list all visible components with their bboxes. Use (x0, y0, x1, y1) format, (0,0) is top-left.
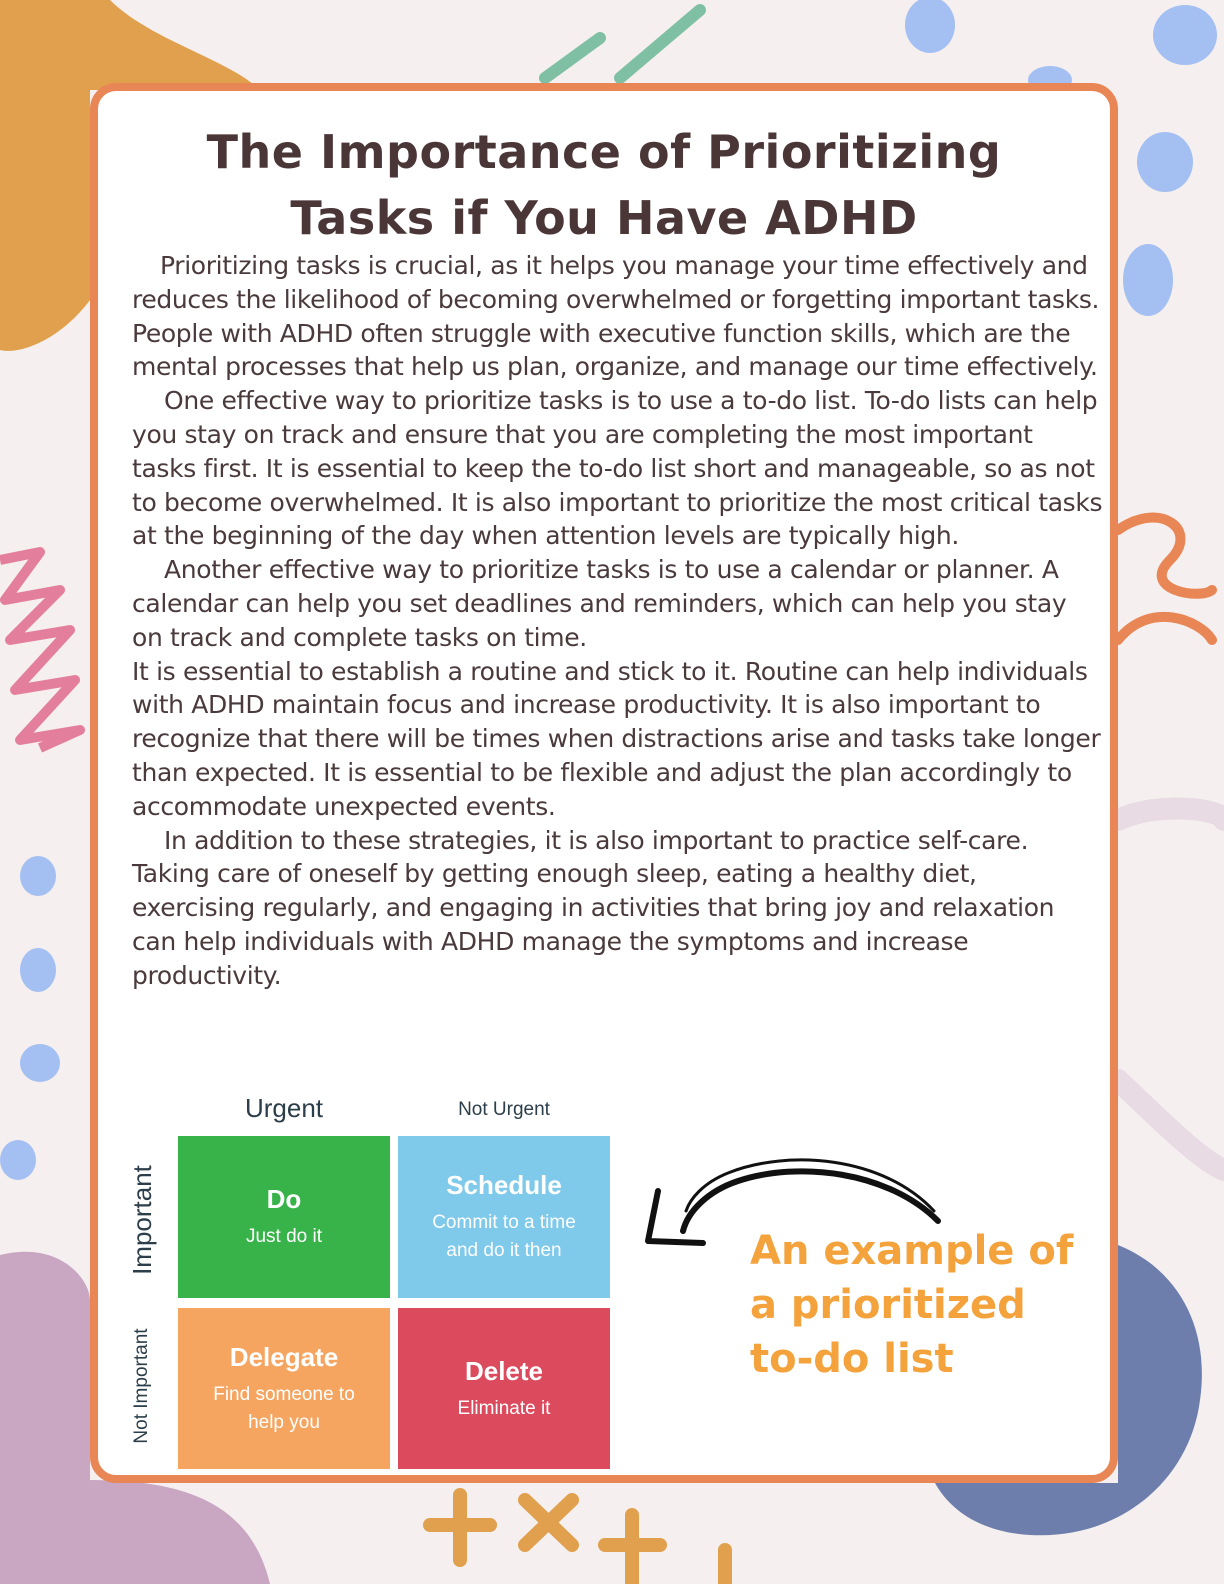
callout-line-2: a prioritized (750, 1282, 1026, 1328)
quadrant-do-subtitle: Just do it (245, 1226, 323, 1247)
row-header-not-important: Not Important (131, 1328, 152, 1444)
row-header-important: Important (127, 1165, 157, 1275)
column-header-not-urgent: Not Urgent (458, 1099, 550, 1120)
content-card (90, 83, 1118, 1483)
quadrant-delegate-title: Delegate (229, 1341, 339, 1372)
column-header-urgent: Urgent (244, 1093, 324, 1123)
example-callout (750, 1224, 1110, 1386)
title-line-1: The Importance of Prioritizing (206, 125, 1002, 179)
quadrant-delegate-subtitle-line-2: help you (248, 1411, 320, 1433)
paragraph-3: Another effective way to prioritize tasks is to use a calendar or planner. A calendar can help you set deadlines and reminders, which can help you stay on track and complete tasks on time. (132, 555, 1067, 652)
paragraph-2: One effective way to prioritize tasks is to use a to-do list. To-do lists can help you stay on track and ensure that you are completing the most important tasks first. It is essential to keep the to-do list short and manageable, so as not to become overwhelmed. It is also important to prioritize the most critical tasks at the beginning of the day when attention levels are typically high. (132, 386, 1103, 551)
quadrant-delete (398, 1308, 610, 1469)
paragraph-5: In addition to these strategies, it is also important to practice self-care. Taking care of oneself by getting enough sleep, eating a healthy diet, exercising regularly, and engaging in activities that bring joy and relaxation can help individuals with ADHD manage the symptoms and increase productivity. (132, 825, 1055, 990)
quadrant-delegate-subtitle (213, 1381, 355, 1437)
quadrant-schedule-subtitle-line-1: Commit to a time (432, 1212, 576, 1233)
quadrant-delete-title: Delete (464, 1355, 544, 1386)
article-body (132, 249, 1104, 993)
quadrant-schedule-title: Schedule (446, 1170, 562, 1200)
title-line-2: Tasks if You Have ADHD (290, 191, 918, 245)
quadrant-delete-subtitle: Eliminate it (457, 1397, 551, 1419)
quadrant-schedule-subtitle-line-2: and do it then (446, 1240, 562, 1261)
paragraph-1: Prioritizing tasks is crucial, as it helps you manage your time effectively and reduces the likelihood of becoming overwhelmed or forgetting important tasks. People with ADHD often struggle with executive function skills, which are the mental processes that help us plan, organize, and manage our time effectively. (132, 251, 1100, 382)
quadrant-schedule-subtitle (432, 1209, 576, 1265)
eisenhower-matrix (127, 1091, 632, 1481)
callout-line-1: An example of (750, 1228, 1074, 1274)
callout-line-3: to-do list (750, 1336, 954, 1382)
quadrant-delegate (178, 1308, 390, 1469)
paragraph-4: It is essential to establish a routine and stick to it. Routine can help individuals with ADHD maintain focus and increase productivity. It is also important to recognize that there will be times when distractions arise and tasks take longer than expected. It is essential to be flexible and adjust the plan accordingly to accommodate unexpected events. (132, 656, 1101, 821)
page-title (98, 119, 1110, 251)
quadrant-delegate-subtitle-line-1: Find someone to (213, 1383, 355, 1405)
quadrant-schedule (398, 1136, 610, 1298)
quadrant-do (178, 1136, 390, 1298)
quadrant-do-title: Do (266, 1184, 302, 1214)
